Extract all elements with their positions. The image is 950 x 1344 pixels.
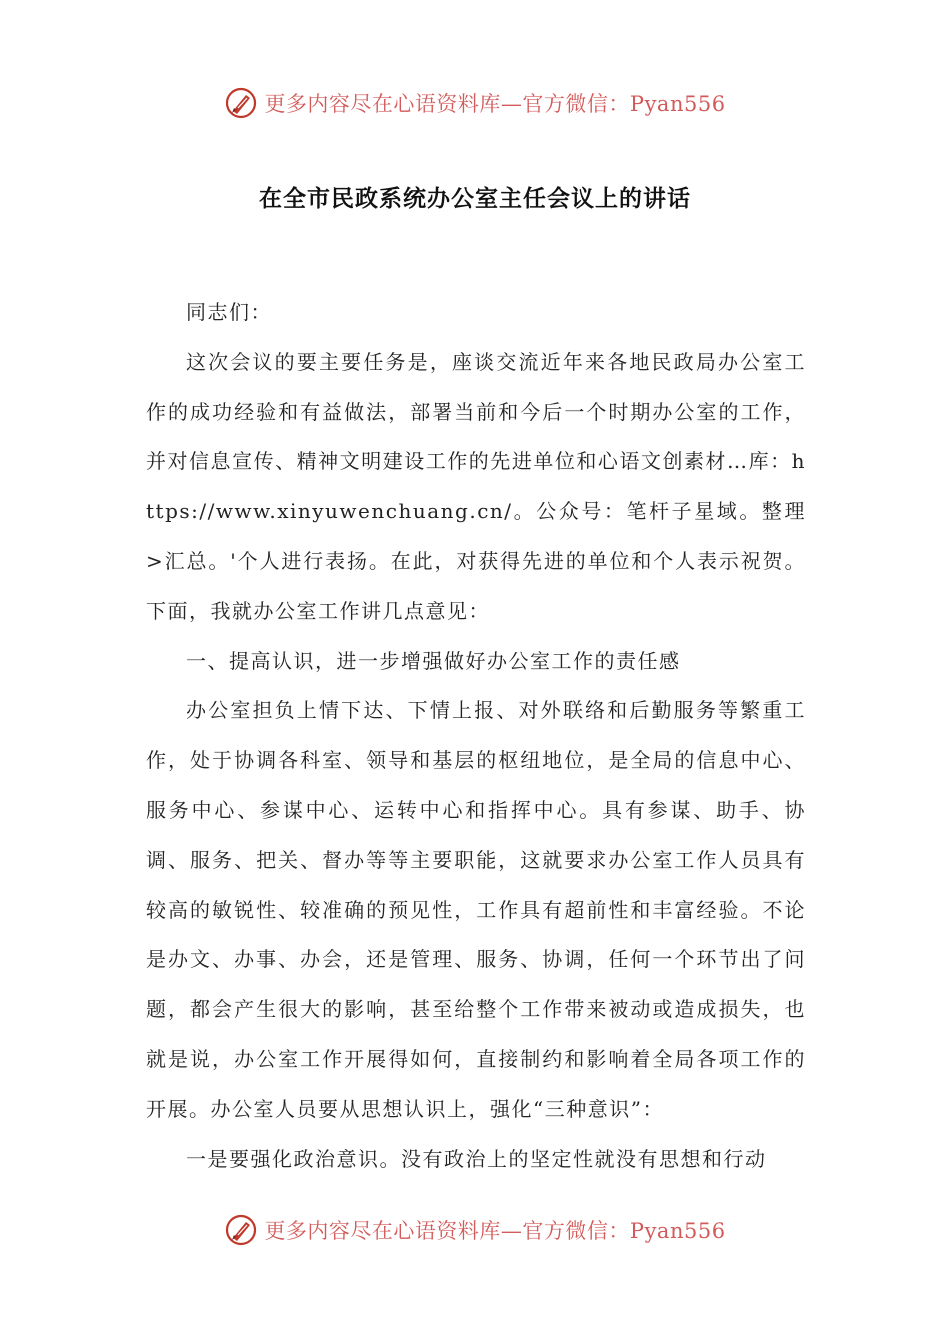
banner-text: 更多内容尽在心语资料库—官方微信：Pyan556 (264, 1219, 726, 1243)
document-body (146, 288, 806, 1184)
salutation: 同志们： (186, 300, 272, 324)
header-banner (0, 83, 950, 123)
paragraph: 办公室担负上情下达、下情上报、对外联络和后勤服务等繁重工作，处于协调各科室、领导和基层的枢纽地位，是全局的信息中心、服务中心、参谋中心、运转中心和指挥中心。具有参谋、助手、协调、服务、把关、督办等等主要职能，这就要求办公室工作人员具有较高的敏锐性、较准确的预见性，工作具有超前性和丰富经验。不论是办文、办事、办会，还是管理、服务、协调，任何一个环节出了问题，都会产生很大的影响，甚至给整个工作带来被动或造成损失，也就是说，办公室工作开展得如何，直接制约和影响着全局各项工作的开展。办公室人员要从思想认识上，强化“三种意识”： (146, 698, 806, 1121)
page-title: 在全市民政系统办公室主任会议上的讲话 (259, 186, 691, 212)
section-heading: 一、提高认识，进一步增强做好办公室工作的责任感 (186, 648, 681, 673)
paragraph: 这次会议的要主要任务是，座谈交流近年来各地民政局办公室工作的成功经验和有益做法，部署当前和今后一个时期办公室的工作，并对信息宣传、精神文明建设工作的先进单位和心语文创素材…库：https://www.xinyuwenchuang.cn/。公众号：笔杆子星域。整理>汇总。'个人进行表扬。在此，对获得先进的单位和个人表示祝贺。下面，我就办公室工作讲几点意见： (146, 349, 806, 623)
pen-nib-logo-icon (224, 1213, 258, 1247)
paragraph: 一是要强化政治意识。没有政治上的坚定性就没有思想和行动 (186, 1146, 767, 1171)
footer-banner (0, 1210, 950, 1250)
pen-nib-logo-icon (224, 86, 258, 120)
banner-text: 更多内容尽在心语资料库—官方微信：Pyan556 (264, 92, 726, 116)
